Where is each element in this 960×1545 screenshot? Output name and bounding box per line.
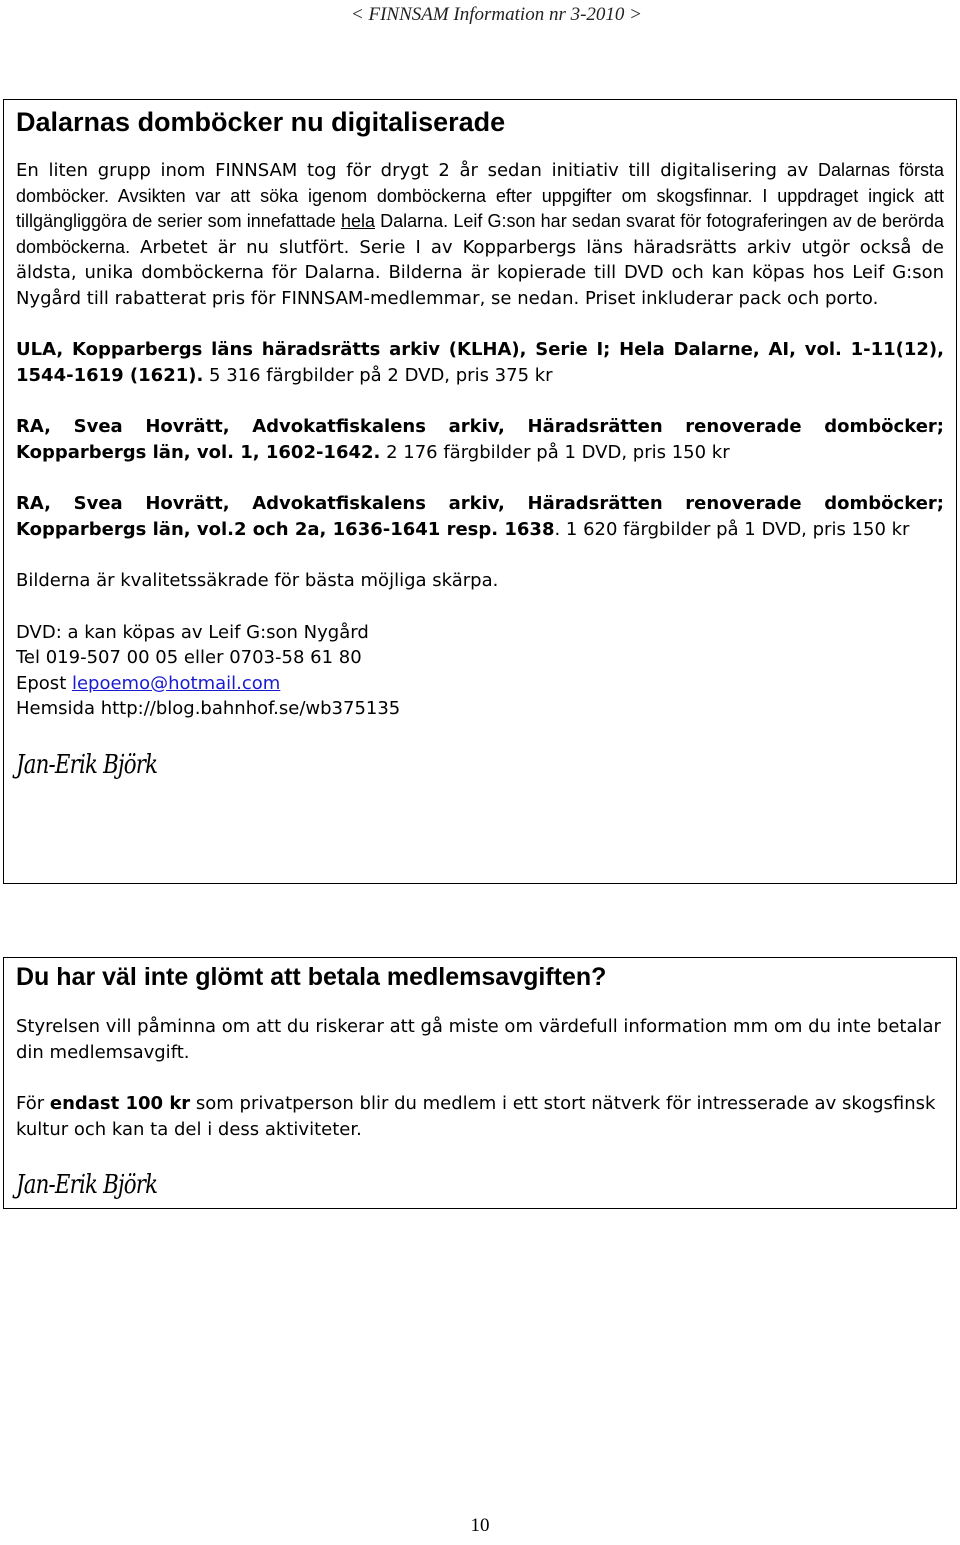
offer-price: endast 100 kr bbox=[49, 1093, 191, 1114]
dvd-item-2 bbox=[16, 414, 944, 465]
dvd-item-1-title: ULA, Kopparbergs läns häradsrätts arkiv (KLHA), Serie I; Hela Dalarne, AI, vol. 1-11(12), 1544-1619 (1621). bbox=[16, 339, 944, 386]
contact-website-line: Hemsida http://blog.bahnhof.se/wb375135 bbox=[16, 698, 401, 719]
quality-note: Bilderna är kvalitetssäkrade för bästa möjliga skärpa. bbox=[16, 570, 499, 591]
dvd-item-1 bbox=[16, 337, 944, 388]
email-link[interactable]: lepoemo@hotmail.com bbox=[71, 672, 281, 694]
contact-email-line bbox=[16, 671, 944, 697]
article-title: Dalarnas domböcker nu digitaliserade bbox=[16, 107, 506, 137]
article-box-membership bbox=[3, 957, 957, 1209]
intro-underlined-word: hela bbox=[340, 211, 375, 231]
dvd-item-1-details: 5 316 färgbilder på 2 DVD, pris 375 kr bbox=[203, 364, 553, 386]
intro-text-4: Arbetet är nu slutfört. Serie I av Kopparbergs läns häradsrätts arkiv utgör också de äldsta, unika domböckerna för Dalarna. Bilderna är kopierade till DVD och kan köpas hos Leif G:son Nygård till rabatterat pris för FINNSAM-medlemmar, se nedan. Priset inkluderar pack och porto. bbox=[16, 236, 944, 309]
author-signature-2: Jan-Erik Björk bbox=[16, 1170, 158, 1200]
contact-block bbox=[16, 620, 944, 722]
article-intro-paragraph bbox=[16, 158, 944, 311]
contact-phone-line: Tel 019-507 00 05 eller 0703-58 61 80 bbox=[16, 647, 362, 668]
intro-text-1: En liten grupp inom FINNSAM tog för drygt 2 år sedan initiativ till digitalisering av bbox=[16, 160, 818, 181]
article-box-digitization bbox=[3, 99, 957, 884]
dvd-item-2-title: RA, Svea Hovrätt, Advokatfiskalens arkiv, Häradsrätten renoverade domböcker; Kopparbergs län, vol. 1, 1602-1642. bbox=[16, 416, 944, 463]
page-number: 10 bbox=[470, 1515, 490, 1536]
offer-text-start: För bbox=[16, 1093, 50, 1114]
intro-text-2: Dalarnas första domböcker. Avsikten var att söka igenom domböckerna efter uppgifter om skogsfinnar. I uppdraget ingick att tillgängliggöra de serier som innefattade bbox=[16, 160, 944, 231]
dvd-item-2-details: 2 176 färgbilder på 1 DVD, pris 150 kr bbox=[380, 441, 730, 463]
dvd-item-3-title: RA, Svea Hovrätt, Advokatfiskalens arkiv, Häradsrätten renoverade domböcker; Kopparbergs län, vol.2 och 2a, 1636-1641 resp. 1638 bbox=[16, 493, 944, 540]
membership-reminder: Styrelsen vill påminna om att du riskerar att gå miste om värdefull information mm om du inte betalar din medlemsavgift. bbox=[16, 1016, 941, 1063]
author-signature: Jan-Erik Björk bbox=[16, 749, 158, 780]
email-label: Epost bbox=[16, 672, 72, 694]
offer-text-end: som privatperson blir du medlem i ett stort nätverk för intresserade av skogsfinsk kultur och kan ta del i dess aktiviteter. bbox=[16, 1093, 936, 1140]
signature-wrap-2 bbox=[16, 1170, 944, 1200]
membership-title: Du har väl inte glömt att betala medlemsavgiften? bbox=[16, 963, 607, 991]
running-header: < FINNSAM Information nr 3-2010 > bbox=[350, 4, 642, 25]
signature-wrap bbox=[16, 750, 944, 780]
membership-offer bbox=[16, 1091, 944, 1142]
intro-text-3: Dalarna. Leif G:son har sedan svarat för fotograferingen av de berörda domböckerna. bbox=[16, 211, 944, 257]
contact-purchase-line: DVD: a kan köpas av Leif G:son Nygård bbox=[16, 621, 369, 643]
dvd-item-3-details: . 1 620 färgbilder på 1 DVD, pris 150 kr bbox=[554, 518, 910, 540]
dvd-item-3 bbox=[16, 491, 944, 542]
